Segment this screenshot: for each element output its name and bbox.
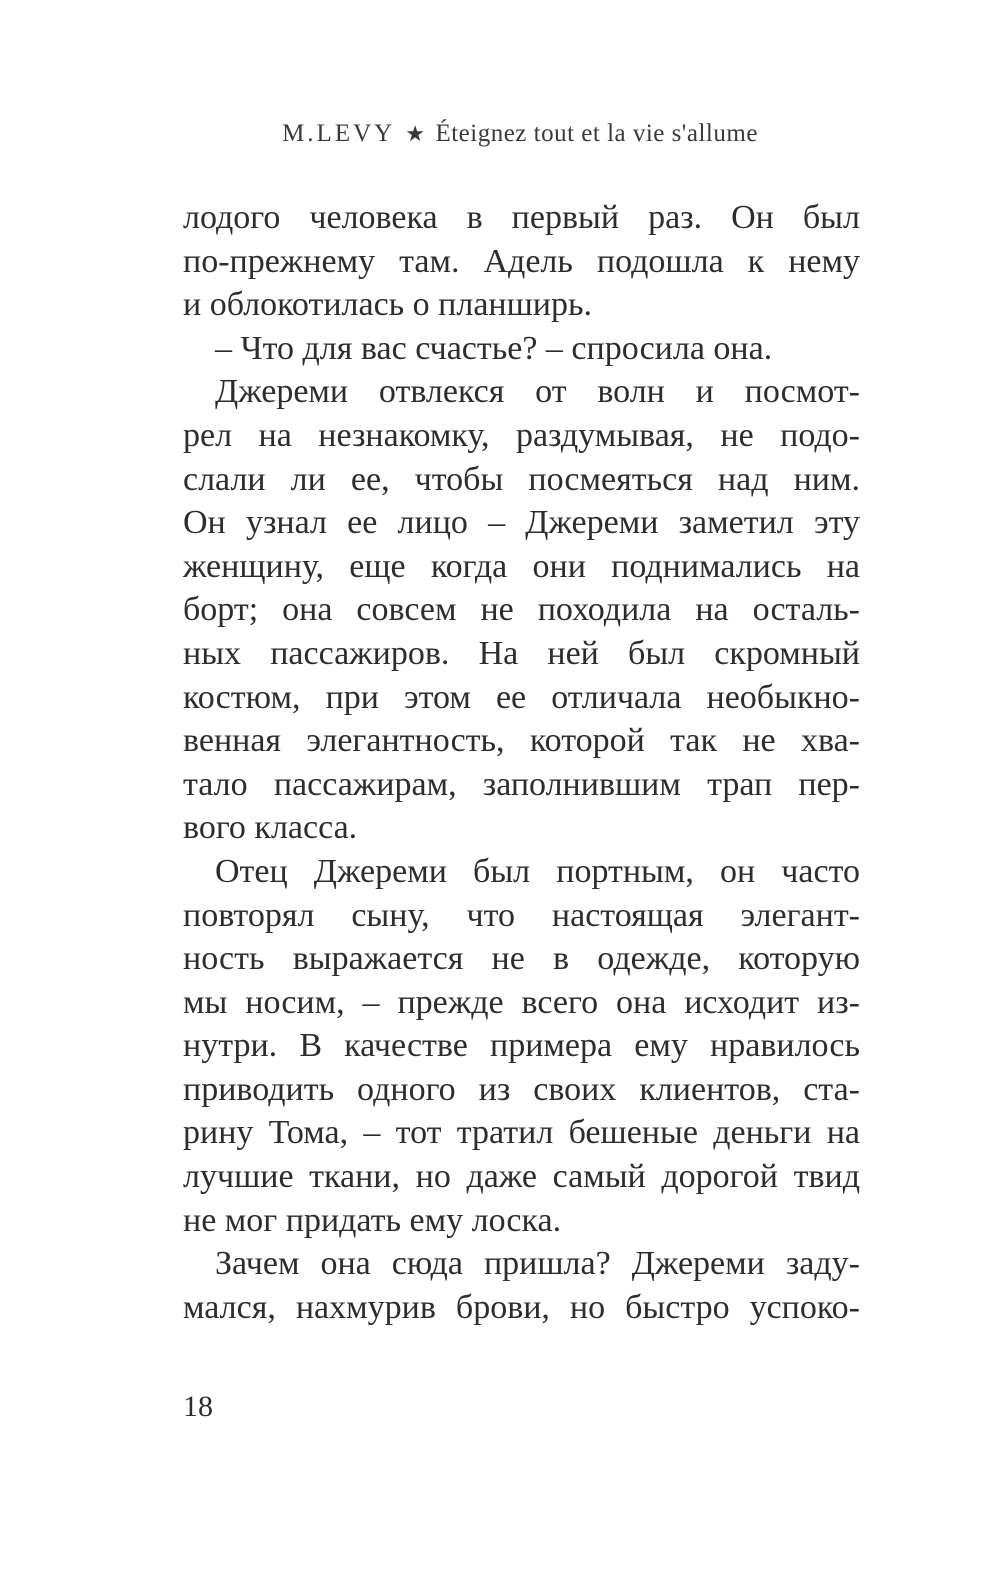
- running-head: [180, 120, 860, 148]
- text-line: Зачем она сюда пришла? Джереми заду-: [215, 1245, 860, 1283]
- text-line: венная элегантность, которой так не хва-: [183, 722, 860, 760]
- text-line: вого класса.: [183, 809, 358, 847]
- text-line: костюм, при этом ее отличала необыкно-: [183, 678, 860, 716]
- text-line: рину Тома, – тот тратил бешеные деньги на: [183, 1114, 860, 1152]
- body-text: [183, 196, 860, 1329]
- page-number: 18: [183, 1390, 213, 1423]
- running-head-title: Éteignez tout et la vie s'allume: [435, 120, 758, 147]
- text-line: Отец Джереми был портным, он часто: [215, 852, 860, 890]
- text-line: мался, нахмурив брови, но быстро успоко-: [183, 1288, 860, 1326]
- star-icon: ★: [405, 121, 426, 146]
- text-line: слали ли ее, чтобы посмеяться над ним.: [183, 460, 860, 498]
- text-line: Джереми отвлекся от волн и посмот-: [215, 373, 860, 411]
- text-line: женщину, еще когда они поднимались на: [183, 547, 860, 585]
- text-line: нутри. В качестве примера ему нравилось: [183, 1027, 860, 1065]
- text-line: тало пассажирам, заполнившим трап пер-: [183, 765, 860, 803]
- text-line: рел на незнакомку, раздумывая, не подо-: [183, 416, 860, 454]
- text-line: ность выражается не в одежде, которую: [183, 940, 860, 978]
- text-line: лучшие ткани, но даже самый дорогой твид: [183, 1158, 860, 1196]
- text-line: не мог придать ему лоска.: [183, 1201, 562, 1239]
- text-line: Он узнал ее лицо – Джереми заметил эту: [183, 504, 860, 542]
- text-line: и облокотилась о планширь.: [183, 286, 592, 324]
- running-head-author: M.LEVY: [282, 120, 396, 147]
- text-line: приводить одного из своих клиентов, ста-: [183, 1070, 860, 1108]
- text-line: повторял сыну, что настоящая элегант-: [183, 896, 860, 934]
- text-line: ных пассажиров. На ней был скромный: [183, 634, 860, 672]
- text-line: по-прежнему там. Адель подошла к нему: [183, 242, 860, 280]
- text-line: лодого человека в первый раз. Он был: [183, 199, 860, 236]
- text-line: мы носим, – прежде всего она исходит из-: [183, 983, 860, 1021]
- text-line: борт; она совсем не походила на осталь-: [183, 591, 860, 629]
- text-line: – Что для вас счастье? – спросила она.: [215, 329, 773, 367]
